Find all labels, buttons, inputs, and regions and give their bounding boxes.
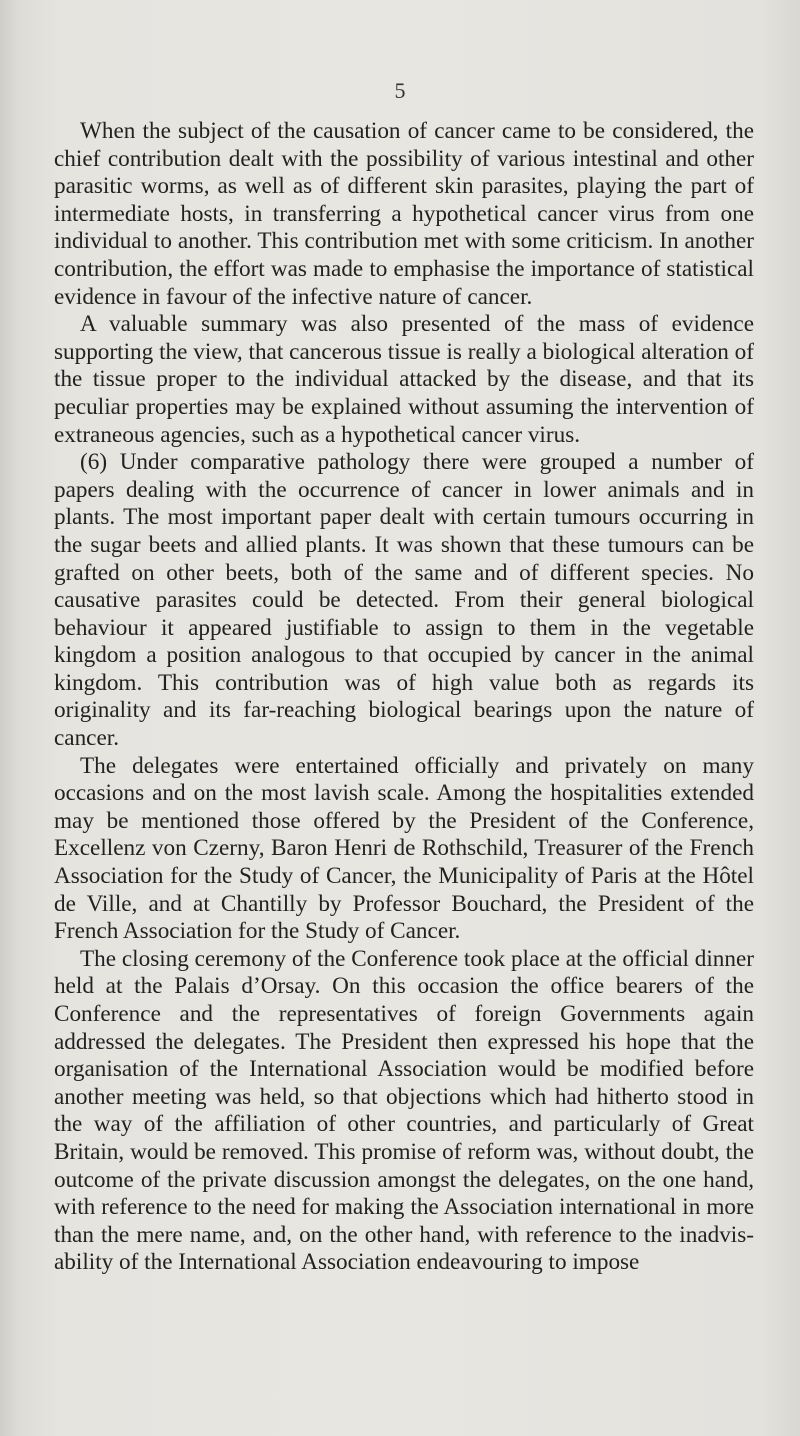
page-number: 5 (394, 78, 406, 103)
body-text (54, 118, 754, 1277)
paragraph-comparative-pathology: (6) Under comparative pathology there were grouped a number of papers dealing with the occurrence of cancer in lower animals and in plants. The most important paper dealt with certain tumours occurring in the sugar beets and allied plants. It was shown that these tumours can be grafted on other beets, both of the same and of different species. No causative parasites could be detected. From their general biological behaviour it appeared justifiable to assign to them in the vegetable kingdom a position analogous to that occupied by cancer in the animal kingdom. This contribution was of high value both as regards its originality and its far-reaching biological bearings upon the nature of cancer. (54, 449, 754, 752)
paragraph-hospitalities: The delegates were entertained officially and privately on many occasions and on the most lavish scale. Among the hospitalities extended may be mentioned those offered by the President of the Conference, Excellenz von Czerny, Baron Henri de Rothschild, Treasurer of the French Association for the Study of Cancer, the Municipality of Paris at the Hôtel de Ville, and at Chantilly by Professor Bouchard, the President of the French Association for the Study of Cancer. (54, 752, 754, 945)
paragraph-causation: When the subject of the causation of cancer came to be considered, the chief contribution dealt with the possibility of various intestinal and other parasitic worms, as well as of different skin parasites, playing the part of intermediate hosts, in transferring a hypothetical cancer virus from one individual to another. This contribution met with some criticism. In another contribution, the effort was made to emphasise the importance of statistical evidence in favour of the infective nature of cancer. (54, 118, 754, 310)
paragraph-closing-ceremony: The closing ceremony of the Conference took place at the official dinner held at the Palais d’Orsay. On this occasion the office bearers of the Conference and the representatives of foreign Governments again addressed the delegates. The President then expressed his hope that the organisation of the International Association would be modified before another meeting was held, so that objections which had hitherto stood in the way of the affiliation of other countries, and particularly of Great Britain, would be removed. This promise of reform was, without doubt, the outcome of the private discussion amongst the delegates, on the one hand, with reference to the need for making the Association international in more than the mere name, and, on the other hand, with reference to the inadvis-ability of the International Association endeavouring to impose (54, 945, 754, 1276)
paragraph-summary: A valuable summary was also presented of the mass of evidence supporting the view, that cancerous tissue is really a biological alteration of the tissue proper to the individual attacked by the disease, and that its peculiar properties may be explained without assuming the intervention of extraneous agencies, such as a hypothetical cancer virus. (54, 311, 754, 448)
